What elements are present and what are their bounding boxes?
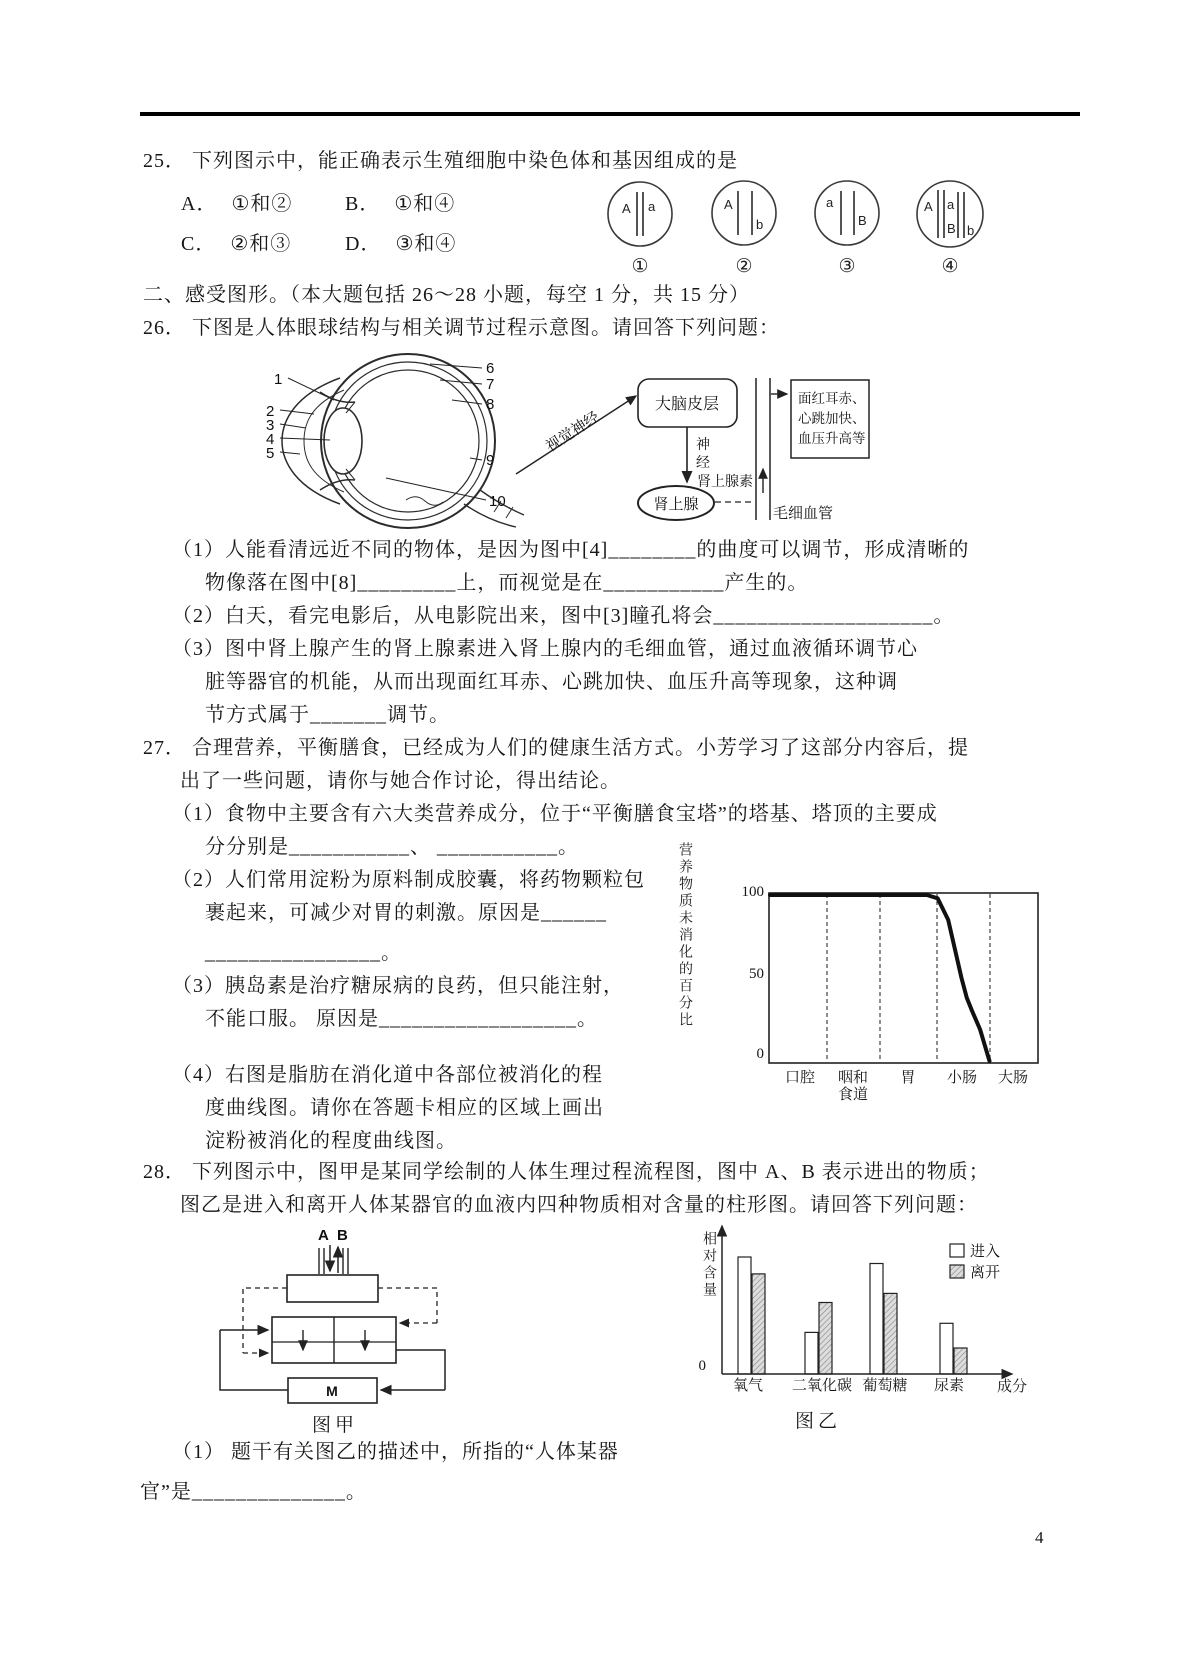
bar-xlabel: 成分 (996, 1379, 1028, 1395)
physiology-flow-diagram (195, 1220, 465, 1432)
cell-caption-4: ④ (941, 256, 959, 277)
effects-line: 心跳加快、 (798, 411, 866, 426)
q27-stem-line2: 出了一些问题，请你与她合作讨论，得出结论。 (180, 770, 621, 792)
q26-sub3-line1: （3）图中肾上腺产生的肾上腺素进入肾上腺内的毛细血管，通过血液循环调节心 (172, 638, 918, 660)
bar-xcat-co2: 二氧化碳 (791, 1378, 853, 1394)
q26-sub1-line2: 物像落在图中[8]_________上，而视觉是在___________产生的。 (205, 572, 809, 594)
q28-title (143, 1158, 990, 1186)
q27-sub2-line2: 裹起来，可减少对胃的刺激。原因是______ (205, 902, 607, 924)
q25-option-c: C． ②和③ (181, 233, 292, 255)
eye-and-regulation-diagram (258, 342, 1048, 556)
legend-label-in: 进入 (970, 1244, 1001, 1260)
gene-label: a (648, 199, 656, 214)
q26-sub1-line1: （1）人能看清远近不同的物体，是因为图中[4]________的曲度可以调节，形成清晰的 (172, 539, 970, 561)
q28-number: 28． (143, 1161, 186, 1183)
bar (805, 1332, 818, 1374)
bar (884, 1293, 897, 1374)
header-rule (140, 112, 1080, 116)
q26-sub3-line3: 节方式属于_______调节。 (205, 704, 450, 726)
q27-sub1-line1: （1）食物中主要含有六大类营养成分，位于“平衡膳食宝塔”的塔基、塔顶的主要成 (172, 803, 938, 825)
page-number: 4 (1035, 1528, 1044, 1547)
q28-stem-line2: 图乙是进入和离开人体某器官的血液内四种物质相对含量的柱形图。请回答下列问题： (180, 1194, 978, 1216)
gene-label: b (967, 223, 975, 238)
q27-sub4-line3: 淀粉被消化的程度曲线图。 (205, 1130, 457, 1152)
q27-sub2-line3: ________________。 (205, 942, 402, 964)
bar (870, 1264, 883, 1375)
bar-chart-svg (716, 1216, 1028, 1382)
q25-options-row2 (181, 230, 456, 258)
q28-sub1-line1: （1） 题干有关图乙的描述中，所指的“人体某器 (172, 1441, 619, 1463)
eye-part-label-9: 9 (486, 452, 495, 469)
gene-label: A (924, 199, 933, 214)
q25-number: 25． (143, 150, 186, 172)
chromosome-cells-diagram (600, 176, 1000, 280)
nerve-label: 神 (696, 438, 710, 453)
legend-label-out: 离开 (970, 1265, 1001, 1281)
q25-stem: 下列图示中，能正确表示生殖细胞中染色体和基因组成的是 (192, 150, 738, 172)
q27-number: 27． (143, 737, 186, 759)
bar-xcat-oxygen: 氧气 (732, 1378, 764, 1394)
cortex-label: 大脑皮层 (654, 396, 720, 413)
q28-stem-line1: 下列图示中，图甲是某同学绘制的人体生理过程流程图，图中 A、B 表示进出的物质； (192, 1161, 990, 1183)
eye-part-label-4: 4 (266, 431, 275, 448)
q26-stem: 下图是人体眼球结构与相关调节过程示意图。请回答下列问题： (192, 317, 780, 339)
nerve-label: 经 (696, 456, 710, 471)
bar (940, 1323, 953, 1374)
section2-title: 二、感受图形。（本大题包括 26～28 小题，每空 1 分，共 15 分） (143, 284, 750, 306)
legend-swatch-out (950, 1265, 964, 1278)
q27-sub3-line2: 不能口服。 原因是__________________。 (205, 1008, 598, 1030)
gene-label: B (858, 213, 867, 228)
digestion-xcat-stomach: 胃 (900, 1070, 916, 1086)
digestion-ytick-0: 0 (756, 1046, 764, 1062)
flow-diagram-caption: 图甲 (312, 1415, 359, 1436)
cell-caption-2: ② (735, 256, 753, 277)
eye-part-label-7: 7 (486, 376, 495, 393)
eye-part-label-5: 5 (266, 445, 275, 462)
eye-part-label-3: 3 (266, 417, 275, 434)
eye-part-label-8: 8 (486, 396, 495, 413)
q27-sub2-line1: （2）人们常用淀粉为原料制成胶囊，将药物颗粒包 (172, 869, 645, 891)
q25-option-b: B． ①和④ (345, 193, 456, 215)
q26-title (143, 314, 780, 342)
gene-label: A (622, 201, 631, 216)
bar (738, 1257, 751, 1374)
eye-part-label-2: 2 (266, 403, 275, 420)
adrenal-gland-label: 肾上腺 (653, 497, 699, 513)
bar (819, 1303, 832, 1375)
substance-b-label: B (337, 1227, 348, 1244)
gene-label: a (947, 197, 955, 212)
bar-chart-caption: 图乙 (795, 1411, 842, 1432)
visual-nerve-label: 视觉神经 (543, 409, 603, 456)
effects-line: 血压升高等 (798, 431, 866, 446)
digestion-curve (768, 892, 1040, 1065)
gene-label: A (724, 197, 733, 212)
digestion-chart-ylabel: 营养物质未消化的百分比 (677, 842, 692, 1029)
q27-sub1-line2: 分分别是___________、 ___________。 (205, 836, 579, 858)
bar (752, 1274, 765, 1374)
organ-m-label: M (326, 1383, 338, 1399)
digestion-xcat-mouth: 口腔 (784, 1070, 816, 1086)
q25-options-row1 (181, 190, 455, 218)
eye-part-label-6: 6 (486, 360, 495, 377)
gene-label: B (947, 221, 956, 236)
eye-part-label-1: 1 (274, 371, 283, 388)
bar-chart-ylabel: 相对含量 (701, 1231, 716, 1299)
substance-a-label: A (318, 1227, 329, 1244)
lungs-box (287, 1275, 378, 1302)
legend-swatch-in (950, 1244, 964, 1257)
q27-title (143, 734, 969, 762)
q27-sub4-line2: 度曲线图。请你在答题卡相应的区域上画出 (205, 1097, 604, 1119)
q27-sub3-line1: （3）胰岛素是治疗糖尿病的良药，但只能注射， (172, 975, 624, 997)
gene-label: b (756, 217, 764, 232)
eye-part-label-10: 10 (489, 493, 506, 510)
capillary-label: 毛细血管 (773, 506, 834, 522)
q27-sub4-line1: （4）右图是脂肪在消化道中各部位被消化的程 (172, 1064, 603, 1086)
q25-option-d: D． ③和④ (345, 233, 457, 255)
effects-line: 面红耳赤、 (798, 391, 866, 406)
cell-caption-1: ① (631, 256, 649, 277)
digestion-xcat-small-intestine: 小肠 (946, 1070, 978, 1086)
bar-origin-tick: 0 (698, 1358, 706, 1374)
q26-sub2: （2）白天，看完电影后，从电影院出来，图中[3]瞳孔将会____________________。 (172, 605, 955, 627)
digestion-xcat-pharynx-esophagus: 咽和食道 (837, 1070, 868, 1103)
digestion-ytick-50: 50 (749, 966, 764, 982)
bar-xcat-glucose: 葡萄糖 (862, 1378, 908, 1394)
gene-label: a (826, 195, 834, 210)
bar-group (738, 1257, 967, 1374)
digestion-ytick-100: 100 (741, 884, 764, 900)
cell-caption-3: ③ (838, 256, 856, 277)
q26-number: 26． (143, 317, 186, 339)
digestion-xcat-large-intestine: 大肠 (997, 1070, 1029, 1086)
q25-option-a: A． ①和② (181, 193, 293, 215)
bar (954, 1348, 967, 1374)
q26-sub3-line2: 脏等器官的机能，从而出现面红耳赤、心跳加快、血压升高等现象，这种调 (205, 671, 898, 693)
q27-stem-line1: 合理营养，平衡膳食，已经成为人们的健康生活方式。小芳学习了这部分内容后，提 (192, 737, 969, 759)
bar-xcat-urea: 尿素 (933, 1378, 965, 1394)
adrenaline-label: 肾上腺素 (697, 475, 753, 490)
q28-sub1-line2: 官”是______________。 (140, 1481, 367, 1503)
q25-title (143, 147, 738, 175)
